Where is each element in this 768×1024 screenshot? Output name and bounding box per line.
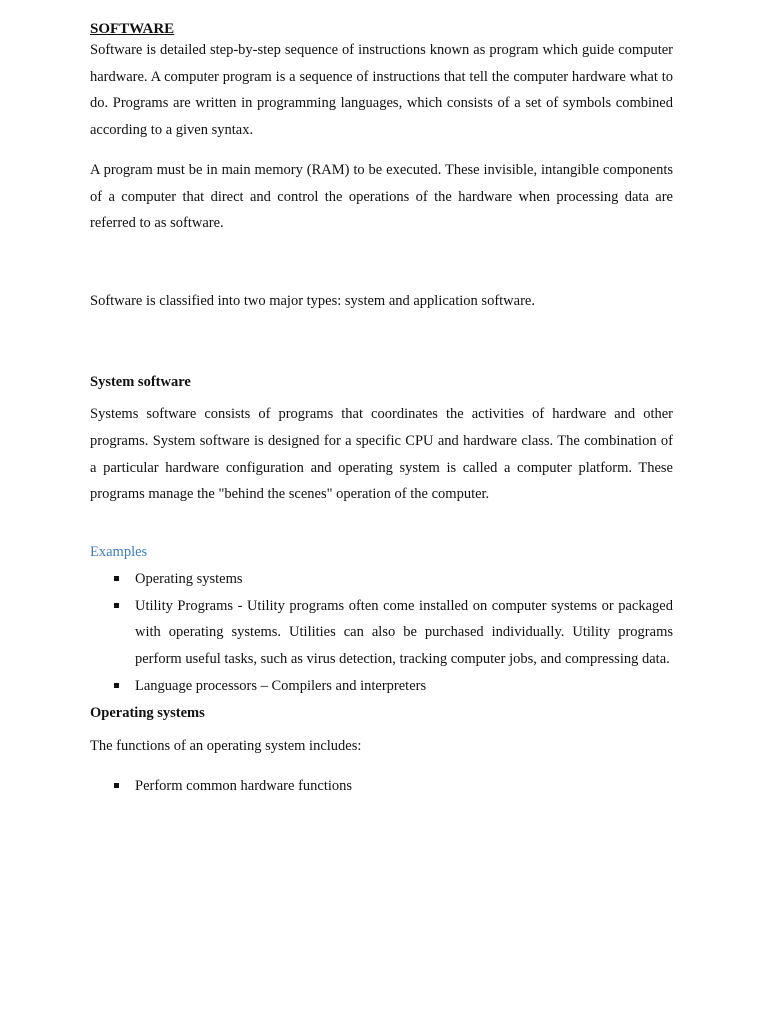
square-bullet-icon bbox=[114, 783, 119, 788]
square-bullet-icon bbox=[114, 683, 119, 688]
list-item-text: Operating systems bbox=[135, 570, 243, 587]
list-item-text: Language processors – Compilers and interpreters bbox=[135, 677, 427, 694]
list-item bbox=[90, 593, 673, 673]
list-item bbox=[90, 673, 673, 700]
system-software-heading: System software bbox=[90, 373, 191, 390]
document-title: SOFTWARE bbox=[90, 21, 175, 37]
os-functions-list bbox=[90, 773, 673, 800]
examples-heading: Examples bbox=[90, 544, 148, 561]
square-bullet-icon bbox=[114, 603, 119, 608]
system-software-paragraph: Systems software consists of programs that coordinates the activities of hardware and other programs. System software is designed for a specific CPU and hardware class. The combination of a particular hardware configuration and operating system is called a computer platform. These programs manage the "behind the scenes" operation of the computer. bbox=[90, 406, 673, 503]
list-item-text: Perform common hardware functions bbox=[135, 777, 353, 794]
document-page bbox=[90, 20, 673, 799]
operating-systems-heading: Operating systems bbox=[90, 705, 205, 722]
classification-paragraph: Software is classified into two major types: system and application software. bbox=[90, 292, 535, 309]
os-functions-intro: The functions of an operating system includes: bbox=[90, 738, 362, 755]
square-bullet-icon bbox=[114, 576, 119, 581]
list-item bbox=[90, 773, 673, 800]
examples-list bbox=[90, 566, 673, 700]
list-item-text: Utility Programs - Utility programs often come installed on computer systems or packaged with operating systems. Utilities can also be purchased individually. Utility programs perform useful tasks, such as virus detection, tracking computer jobs, and compressing data. bbox=[135, 597, 673, 667]
intro-paragraph: Software is detailed step-by-step sequence of instructions known as program which guide computer hardware. A computer program is a sequence of instructions that tell the computer hardware what to do. Programs are written in programming languages, which consists of a set of symbols combined according to a given syntax. bbox=[90, 42, 673, 139]
list-item bbox=[90, 566, 673, 593]
ram-paragraph: A program must be in main memory (RAM) to be executed. These invisible, intangible components of a computer that direct and control the operations of the hardware when processing data are referred to as software. bbox=[90, 161, 673, 232]
